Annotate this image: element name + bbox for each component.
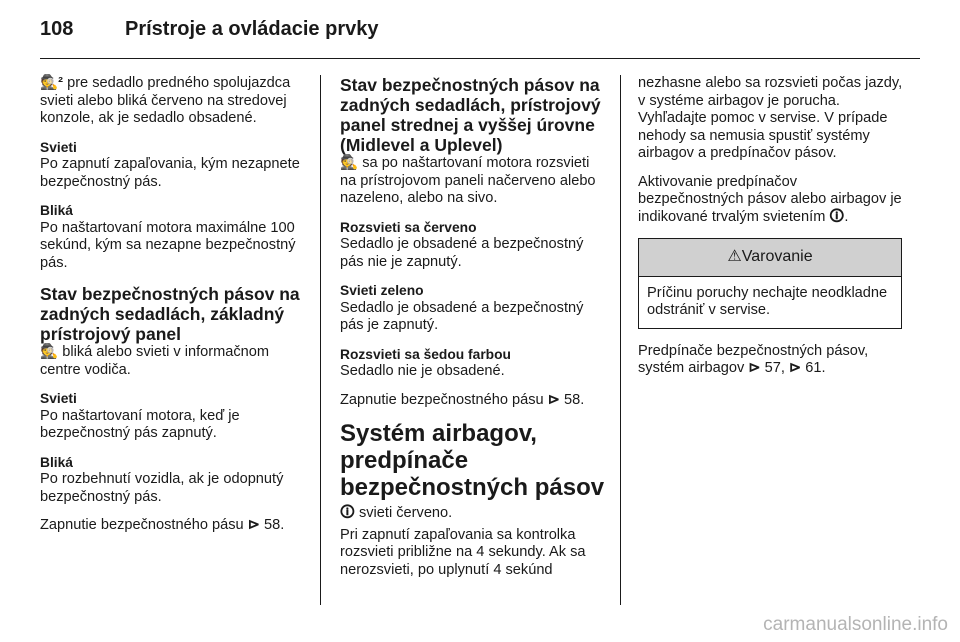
warning-box: [638, 238, 902, 329]
column-1: [40, 75, 306, 546]
page-title: Prístroje a ovládacie prvky: [125, 18, 379, 40]
heading-airbag-system: Systém airbagov, predpínače bezpečnostných pásov: [340, 420, 605, 501]
seatbelt-icon: 🕵: [340, 155, 359, 171]
airbag-icon: 🛈: [340, 505, 355, 521]
page-header: [40, 10, 920, 50]
state-lit: Svieti Po zapnutí zapaľovania, kým nezapnete bezpečnostný pás.: [40, 139, 306, 192]
cross-reference: Predpínače bezpečnostných pásov, systém airbagov ⊳ 57, ⊳ 61.: [638, 342, 869, 376]
state-label: Svieti: [40, 139, 77, 155]
state-label: Rozsvieti sa šedou farbou: [340, 346, 511, 362]
paragraph-airbag-check: Pri zapnutí zapaľovania sa kontrolka rozsvieti približne na 4 sekundy. Ak sa nerozsvieti, po uplynutí 4 sekúnd: [340, 526, 586, 578]
column-3: [638, 75, 904, 389]
state-lit-2: Svieti Po naštartovaní motora, keď je bezpečnostný pás zapnutý.: [40, 390, 306, 443]
warning-title: Varovanie: [741, 248, 813, 265]
page-number: 108: [40, 18, 74, 40]
column-divider-1: [320, 75, 321, 605]
cross-reference: Zapnutie bezpečnostného pásu ⊳ 58.: [340, 391, 585, 408]
paragraph-rear-basic: 🕵 bliká alebo svieti v informačnom centre vodiča.: [40, 344, 270, 378]
paragraph-rear-mid: 🕵 sa po naštartovaní motora rozsvieti na prístrojovom paneli načerveno alebo nazeleno, alebo na sivo.: [340, 155, 596, 206]
warning-text: Príčinu poruchy nechajte neodkladne odstrániť v servise.: [647, 284, 888, 318]
state-flashing: Bliká Po naštartovaní motora maximálne 100 sekúnd, kým sa nezapne bezpečnostný pás.: [40, 202, 306, 272]
reference-arrow-icon: ⊳: [547, 391, 560, 408]
seatbelt-passenger-icon: 🕵²: [40, 75, 64, 91]
warning-header: [639, 239, 901, 277]
state-grey: Rozsvieti sa šedou farbou Sedadlo nie je obsadené.: [340, 346, 606, 381]
column-divider-2: [620, 75, 621, 605]
reference-arrow-icon: ⊳: [247, 517, 260, 533]
state-label: Rozsvieti sa červeno: [340, 219, 477, 235]
header-divider: [40, 58, 920, 59]
state-flashing-2: Bliká Po rozbehnutí vozidla, ak je odopnutý bezpečnostný pás.: [40, 454, 306, 507]
column-2: [340, 75, 606, 590]
state-green: Svieti zeleno Sedadlo je obsadené a bezpečnostný pás je zapnutý.: [340, 282, 606, 335]
paragraph-activation: Aktivovanie predpínačov bezpečnostných pásov alebo airbagov je indikované trvalým svietením 🛈.: [638, 173, 902, 225]
paragraph-airbag-fault: nezhasne alebo sa rozsvieti počas jazdy, v systéme airbagov je porucha. Vyhľadajte pomoc v servise. V prípade nehody sa nemusia spustiť systémy airbagov a predpínačov pásov.: [638, 75, 903, 161]
paragraph-passenger-belt: 🕵² pre sedadlo predného spolujazdca svieti alebo bliká červeno na stredovej konzole, ak je sedadlo obsadené.: [40, 75, 291, 126]
state-label: Svieti: [40, 391, 77, 406]
state-red: Rozsvieti sa červeno Sedadlo je obsadené a bezpečnostný pás nie je zapnutý.: [340, 219, 606, 272]
warning-triangle-icon: ⚠: [727, 248, 742, 265]
state-label: Bliká: [40, 454, 73, 470]
cross-reference: Zapnutie bezpečnostného pásu ⊳ 58.: [40, 517, 285, 533]
reference-arrow-icon: ⊳: [788, 360, 802, 376]
heading-rear-belts-midlevel: Stav bezpečnostných pásov na zadných sedadlách, prístrojový panel strednej a vyššej úrovne (Midlevel a Uplevel): [340, 75, 601, 155]
paragraph-airbag-light: 🛈 svieti červeno.: [340, 505, 453, 521]
state-label: Bliká: [40, 203, 73, 218]
heading-rear-belts-basic: Stav bezpečnostných pásov na zadných sedadlách, základný prístrojový panel: [40, 284, 300, 344]
airbag-icon: 🛈: [829, 208, 845, 225]
seatbelt-icon: 🕵: [40, 344, 59, 360]
watermark-text: carmanualsonline.info: [763, 614, 948, 635]
state-label: Svieti zeleno: [340, 283, 424, 298]
reference-arrow-icon: ⊳: [748, 360, 761, 376]
